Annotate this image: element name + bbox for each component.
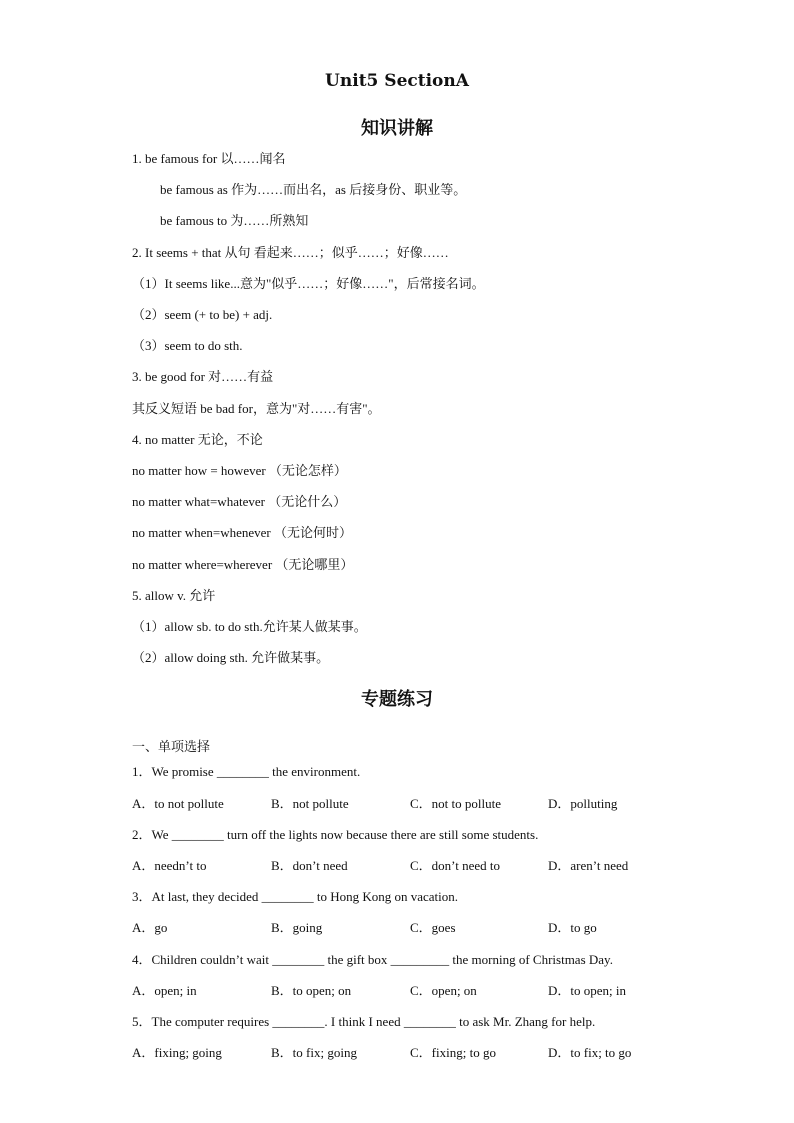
knowledge-line: no matter what=whatever （无论什么）: [132, 494, 347, 509]
question-stem: 5．The computer requires ________. I think I need ________ to ask Mr. Zhang for help.: [132, 1014, 596, 1029]
question-stem: 2．We ________ turn off the lights now because there are still some students.: [132, 827, 539, 842]
option-c: C．open; on: [410, 983, 477, 998]
option-c: C．goes: [410, 920, 456, 935]
knowledge-line: （1）allow sb. to do sth.允许某人做某事。: [132, 619, 367, 634]
option-a: A．fixing; going: [132, 1045, 222, 1060]
option-b: B．to fix; going: [271, 1045, 357, 1060]
option-a: A．to not pollute: [132, 796, 224, 811]
section-heading-knowledge: 知识讲解: [361, 118, 433, 139]
option-d: D．to fix; to go: [548, 1045, 632, 1060]
option-a: A．go: [132, 920, 168, 935]
knowledge-line: （3）seem to do sth.: [132, 338, 243, 353]
knowledge-line: 4. no matter 无论，不论: [132, 432, 263, 447]
page-title: Unit5 SectionA: [325, 71, 469, 91]
knowledge-line: 其反义短语 be bad for，意为"对……有害"。: [132, 401, 381, 416]
knowledge-line: 2. It seems + that 从句 看起来……；似乎……；好像……: [132, 245, 449, 260]
option-c: C．not to pollute: [410, 796, 502, 811]
knowledge-line: （2）allow doing sth. 允许做某事。: [132, 650, 330, 665]
option-d: D．aren’t need: [548, 858, 629, 873]
option-c: C．don’t need to: [410, 858, 501, 873]
option-b: B．going: [271, 920, 323, 935]
knowledge-line: no matter how = however （无论怎样）: [132, 463, 347, 478]
option-d: D．to open; in: [548, 983, 626, 998]
question-stem: 4．Children couldn’t wait ________ the gift box _________ the morning of Christmas Day.: [132, 952, 613, 967]
knowledge-line: （1）It seems like...意为"似乎……；好像……"，后常接名词。: [132, 276, 485, 291]
part-label: 一、单项选择: [132, 739, 211, 754]
knowledge-line: be famous as 作为……而出名，as 后接身份、职业等。: [160, 182, 467, 197]
option-b: B．not pollute: [271, 796, 349, 811]
knowledge-line: 5. allow v. 允许: [132, 588, 216, 603]
option-d: D．polluting: [548, 796, 618, 811]
question-stem: 3．At last, they decided ________ to Hong Kong on vacation.: [132, 889, 459, 904]
option-a: A．open; in: [132, 983, 197, 998]
knowledge-line: （2）seem (+ to be) + adj.: [132, 307, 273, 322]
knowledge-line: no matter where=wherever （无论哪里）: [132, 557, 354, 572]
option-c: C．fixing; to go: [410, 1045, 496, 1060]
knowledge-line: 1. be famous for 以……闻名: [132, 151, 286, 166]
question-stem: 1．We promise ________ the environment.: [132, 764, 361, 779]
option-a: A．needn’t to: [132, 858, 207, 873]
knowledge-line: no matter when=whenever （无论何时）: [132, 525, 352, 540]
option-b: B．to open; on: [271, 983, 352, 998]
option-b: B．don’t need: [271, 858, 348, 873]
knowledge-line: 3. be good for 对……有益: [132, 369, 274, 384]
option-d: D．to go: [548, 920, 597, 935]
knowledge-line: be famous to 为……所熟知: [160, 213, 309, 228]
section-heading-practice: 专题练习: [361, 689, 433, 710]
